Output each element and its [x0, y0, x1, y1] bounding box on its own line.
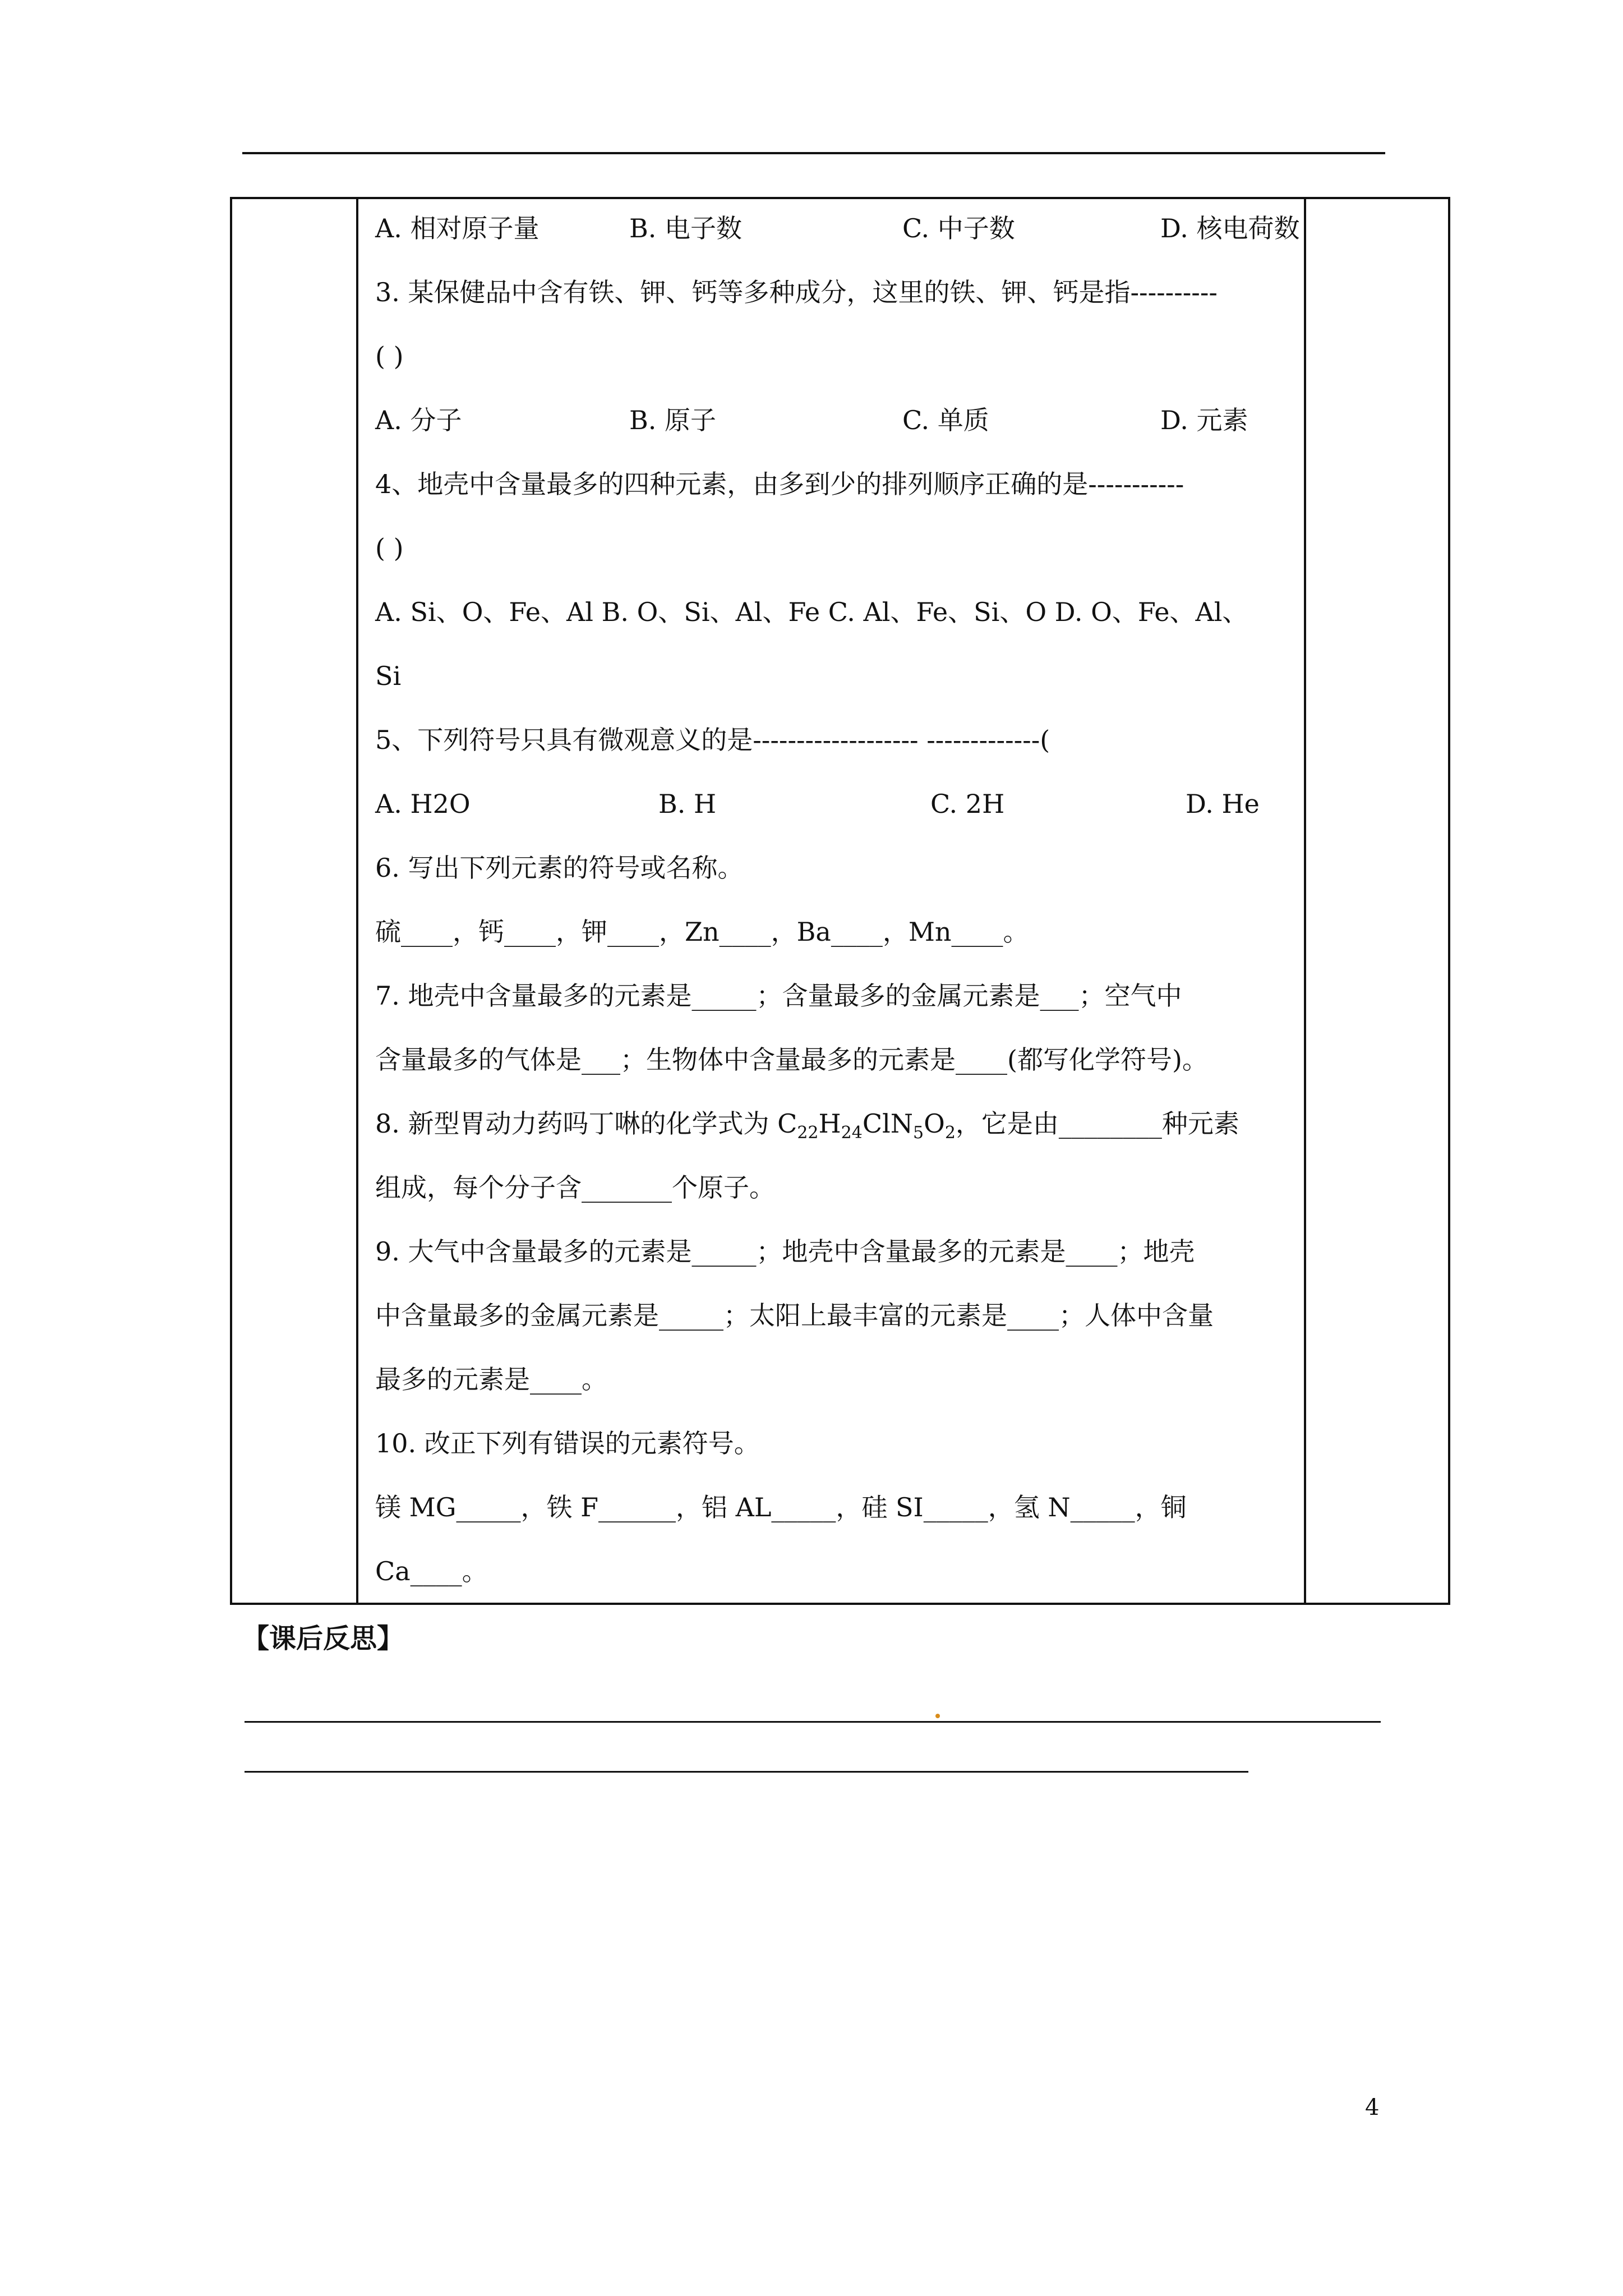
q8-text-post: ，它是由________种元素: [955, 1108, 1239, 1139]
reflection-line-1: [245, 1721, 1381, 1723]
q3-option-a: A. 分子: [375, 405, 462, 435]
q3-option-b: B. 原子: [629, 405, 717, 435]
q8-cln: ClN: [862, 1108, 914, 1139]
q8-sub-c: 22: [797, 1123, 819, 1143]
table-content-column: [358, 199, 1306, 1603]
stray-dot: [935, 1714, 940, 1718]
q8-sub-h: 24: [841, 1123, 863, 1143]
q10-stem: 10. 改正下列有错误的元素符号。: [375, 1428, 760, 1458]
q2-option-a: A. 相对原子量: [375, 213, 540, 243]
exercise-table: [230, 197, 1450, 1605]
q9-line-3: 最多的元素是____。: [375, 1364, 607, 1395]
q6-blanks: 硫____，钙____，钾____，Zn____，Ba____，Mn____。: [375, 917, 1029, 947]
q3-answer-paren: ( ): [375, 341, 404, 371]
q5-option-c: C. 2H: [930, 789, 1005, 819]
reflection-title: 【课后反思】: [242, 1623, 404, 1654]
q8-text-pre: 8. 新型胃动力药吗丁啉的化学式为 C: [375, 1108, 797, 1139]
q2-option-d: D. 核电荷数: [1160, 213, 1300, 243]
q8-line-1: [375, 1107, 1239, 1150]
q7-line-1: 7. 地壳中含量最多的元素是_____；含量最多的金属元素是___；空气中: [375, 981, 1182, 1011]
q8-h: H: [818, 1108, 841, 1139]
q4-options: A. Si、O、Fe、Al B. O、Si、Al、Fe C. Al、Fe、Si、O D. O、Fe、Al、: [375, 597, 1248, 627]
q8-o: O: [924, 1108, 945, 1139]
q4-options-continued: Si: [375, 661, 402, 691]
q8-sub-n: 5: [913, 1123, 924, 1143]
q5-option-a: A. H2O: [375, 789, 471, 819]
table-left-column: [232, 199, 358, 1603]
q10-line-1: 镁 MG_____，铁 F______，铝 AL_____，硅 SI_____，氢 N_____，铜: [375, 1492, 1187, 1522]
q2-option-b: B. 电子数: [629, 213, 743, 243]
q6-stem: 6. 写出下列元素的符号或名称。: [375, 853, 744, 883]
reflection-line-2: [245, 1771, 1248, 1773]
q8-line-2: 组成，每个分子含_______个原子。: [375, 1172, 775, 1203]
q5-stem: 5、下列符号只具有微观意义的是------------------- -------------(: [375, 725, 1050, 755]
header-rule: [242, 152, 1385, 154]
q8-sub-o: 2: [944, 1123, 956, 1143]
table-right-column: [1306, 199, 1448, 1603]
q2-option-c: C. 中子数: [902, 213, 1015, 243]
q7-line-2: 含量最多的气体是___；生物体中含量最多的元素是____(都写化学符号)。: [375, 1045, 1208, 1075]
q10-line-2: Ca____。: [375, 1556, 488, 1586]
q3-option-c: C. 单质: [902, 405, 989, 435]
q4-stem: 4、地壳中含量最多的四种元素，由多到少的排列顺序正确的是-----------: [375, 469, 1184, 499]
q4-answer-paren: ( ): [375, 533, 404, 563]
q9-line-1: 9. 大气中含量最多的元素是_____；地壳中含量最多的元素是____；地壳: [375, 1236, 1195, 1267]
page-number: 4: [1365, 2095, 1380, 2120]
q5-option-d: D. He: [1186, 789, 1260, 819]
q3-stem: 3. 某保健品中含有铁、钾、钙等多种成分，这里的铁、钾、钙是指----------: [375, 277, 1218, 307]
q3-option-d: D. 元素: [1160, 405, 1248, 435]
q9-line-2: 中含量最多的金属元素是_____；太阳上最丰富的元素是____；人体中含量: [375, 1300, 1214, 1331]
q5-option-b: B. H: [658, 789, 717, 819]
